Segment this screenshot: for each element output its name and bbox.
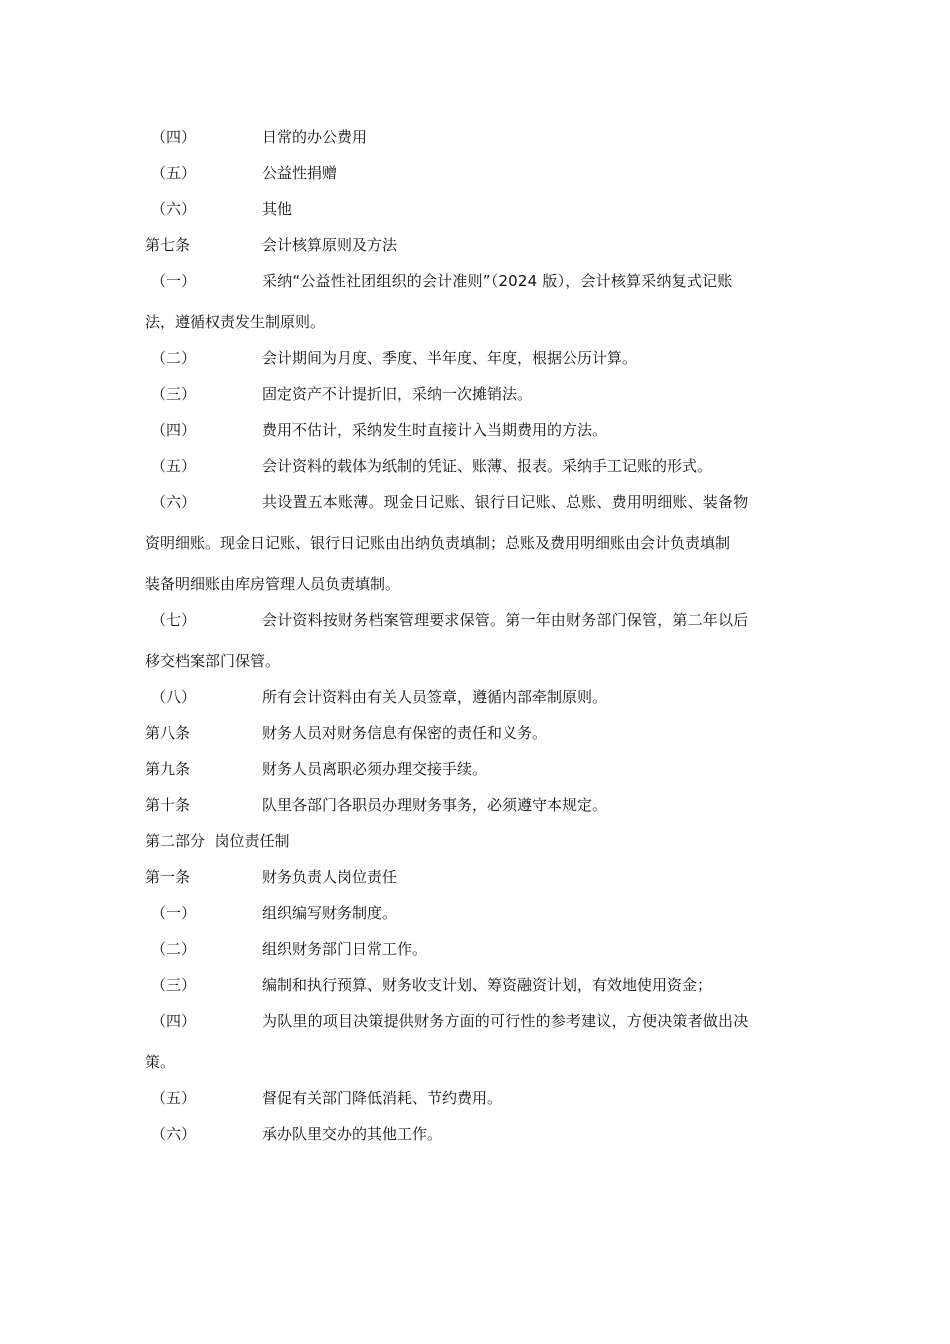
article-label: 第九条 (145, 760, 191, 778)
item-text: 会计资料按财务档案管理要求保管。第一年由财务部门保管，第二年以后 (262, 611, 749, 629)
item-text: 组织编写财务制度。 (262, 904, 398, 922)
article-text: 队里各部门各职员办理财务事务，必须遵守本规定。 (262, 796, 608, 814)
section-heading (145, 828, 815, 854)
item-line (145, 345, 815, 371)
item-line (145, 972, 815, 998)
article-line (145, 720, 815, 746)
item-text: 督促有关部门降低消耗、节约费用。 (262, 1089, 503, 1107)
item-label: （五） (151, 457, 197, 475)
item-line (145, 381, 815, 407)
article-label: 第一条 (145, 868, 191, 886)
item-text: 固定资产不计提折旧，采纳一次摊销法。 (262, 385, 533, 403)
item-label: （五） (151, 1089, 197, 1107)
article-line (145, 756, 815, 782)
article-line (145, 792, 815, 818)
article-label: 第十条 (145, 796, 191, 814)
item-line (145, 196, 815, 222)
item-line (145, 160, 815, 186)
item-line (145, 607, 815, 633)
item-label: （七） (151, 611, 197, 629)
article-line (145, 232, 815, 258)
item-label: （三） (151, 385, 197, 403)
item-line (145, 684, 815, 710)
item-line (145, 124, 815, 150)
continuation-line (145, 1049, 815, 1075)
article-text: 财务人员离职必须办理交接手续。 (262, 760, 488, 778)
continuation-text: 装备明细账由库房管理人员负责填制。 (145, 575, 401, 593)
item-label: （三） (151, 976, 197, 994)
item-label: （八） (151, 688, 197, 706)
item-line (145, 453, 815, 479)
article-text: 会计核算原则及方法 (262, 236, 398, 254)
continuation-text: 移交档案部门保管。 (145, 652, 281, 670)
item-line (145, 489, 815, 515)
item-text: 会计资料的载体为纸制的凭证、账薄、报表。采纳手工记账的形式。 (262, 457, 713, 475)
section-title: 第二部分 岗位责任制 (145, 832, 290, 850)
item-line (145, 268, 815, 294)
article-text: 财务负责人岗位责任 (262, 868, 398, 886)
item-text: 日常的办公费用 (262, 128, 368, 146)
article-label: 第八条 (145, 724, 191, 742)
item-line (145, 1085, 815, 1111)
article-text: 财务人员对财务信息有保密的责任和义务。 (262, 724, 548, 742)
item-text: 其他 (262, 200, 293, 218)
item-text: 组织财务部门日常工作。 (262, 940, 428, 958)
item-line (145, 1121, 815, 1147)
item-line (145, 1008, 815, 1034)
item-label: （五） (151, 164, 197, 182)
item-label: （一） (151, 272, 197, 290)
continuation-text: 法，遵循权责发生制原则。 (145, 313, 326, 331)
item-line (145, 417, 815, 443)
item-text: 会计期间为月度、季度、半年度、年度，根据公历计算。 (262, 349, 638, 367)
item-text: 为队里的项目决策提供财务方面的可行性的参考建议，方便决策者做出决 (262, 1012, 749, 1030)
item-label: （四） (151, 421, 197, 439)
item-text: 承办队里交办的其他工作。 (262, 1125, 443, 1143)
continuation-line (145, 571, 815, 597)
continuation-text: 策。 (145, 1053, 176, 1071)
continuation-text: 资明细账。现金日记账、银行日记账由出纳负责填制；总账及费用明细账由会计负责填制 (145, 534, 731, 552)
item-text: 共设置五本账薄。现金日记账、银行日记账、总账、费用明细账、装备物 (262, 493, 749, 511)
item-label: （四） (151, 128, 197, 146)
item-label: （二） (151, 349, 197, 367)
item-line (145, 936, 815, 962)
item-text: 采纳“公益性社团组织的会计准则”（2024 版），会计核算采纳复式记账 (262, 272, 733, 290)
continuation-line (145, 530, 815, 556)
item-label: （二） (151, 940, 197, 958)
item-line (145, 900, 815, 926)
item-label: （六） (151, 1125, 197, 1143)
item-label: （一） (151, 904, 197, 922)
item-text: 编制和执行预算、财务收支计划、筹资融资计划，有效地使用资金； (262, 976, 713, 994)
item-text: 公益性捐赠 (262, 164, 338, 182)
item-label: （六） (151, 200, 197, 218)
item-label: （六） (151, 493, 197, 511)
article-label: 第七条 (145, 236, 191, 254)
continuation-line (145, 648, 815, 674)
article-line (145, 864, 815, 890)
item-label: （四） (151, 1012, 197, 1030)
item-text: 所有会计资料由有关人员签章，遵循内部牵制原则。 (262, 688, 608, 706)
item-text: 费用不估计，采纳发生时直接计入当期费用的方法。 (262, 421, 608, 439)
continuation-line (145, 309, 815, 335)
